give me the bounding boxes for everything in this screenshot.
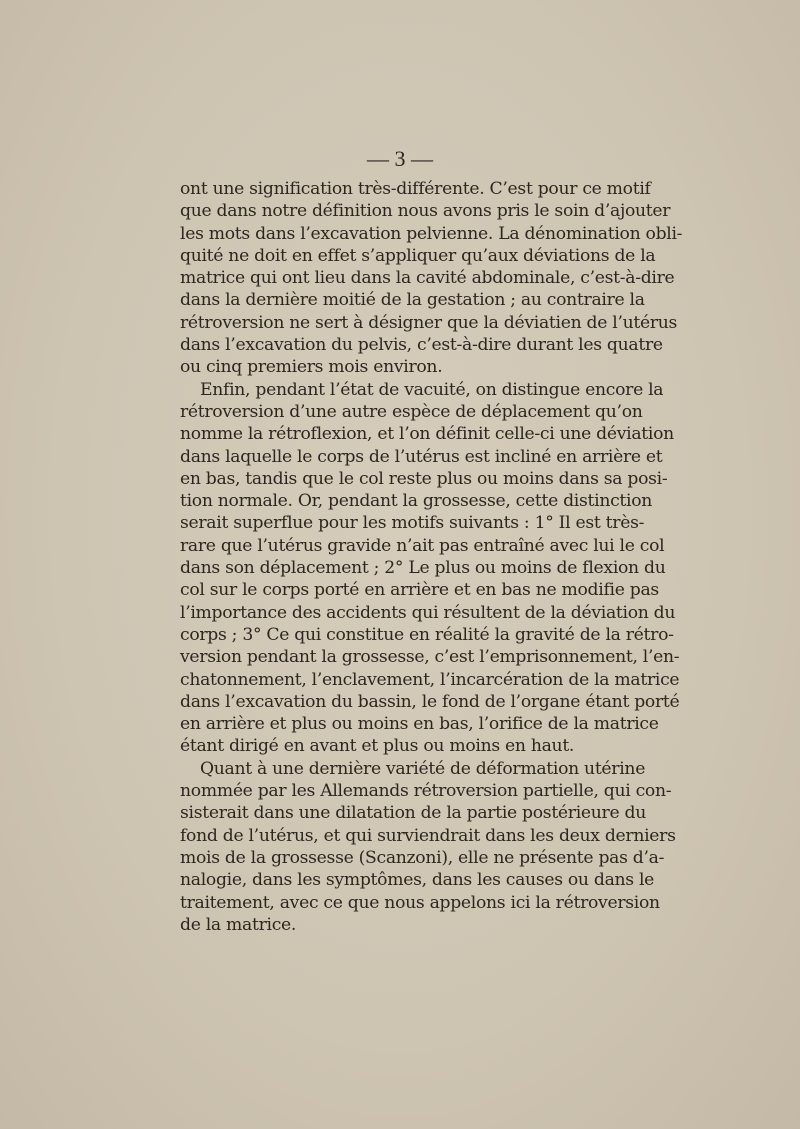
body-text — [180, 178, 683, 936]
text-line: nomme la rétroflexion, et l’on définit celle-ci une déviation — [180, 424, 674, 445]
text-line: col sur le corps porté en arrière et en bas ne modifie pas — [180, 580, 659, 601]
text-line: Enfin, pendant l’état de vacuité, on distingue encore la — [200, 379, 664, 400]
text-line: en arrière et plus ou moins en bas, l’orifice de la matrice — [180, 714, 659, 735]
text-line: Quant à une dernière variété de déformation utérine — [200, 758, 646, 779]
text-line: en bas, tandis que le col reste plus ou moins dans sa posi- — [180, 468, 668, 489]
text-line: tion normale. Or, pendant la grossesse, cette distinction — [180, 491, 653, 512]
text-line: nalogie, dans les symptômes, dans les causes ou dans le — [180, 870, 655, 891]
text-line: version pendant la grossesse, c’est l’emprisonnement, l’en- — [180, 647, 680, 668]
text-line: dans l’excavation du bassin, le fond de l’organe étant porté — [180, 691, 680, 712]
text-line: que dans notre définition nous avons pris le soin d’ajouter — [180, 201, 671, 222]
text-line: de la matrice. — [180, 914, 297, 935]
text-line: fond de l’utérus, et qui surviendrait dans les deux derniers — [180, 825, 676, 846]
text-line: l’importance des accidents qui résultent de la déviation du — [180, 602, 676, 623]
text-line: dans l’excavation du pelvis, c’est-à-dire durant les quatre — [180, 335, 663, 356]
paragraph-2 — [180, 379, 680, 758]
text-line: rétroversion ne sert à désigner que la déviatien de l’utérus — [180, 312, 678, 333]
paragraph-3 — [180, 758, 676, 936]
text-line: nommée par les Allemands rétroversion partielle, qui con- — [180, 781, 672, 802]
text-line: dans laquelle le corps de l’utérus est incliné en arrière et — [180, 446, 663, 467]
text-line: ont une signification très-différente. C’est pour ce motif — [180, 179, 651, 199]
text-line: quité ne doit en effet s’appliquer qu’aux déviations de la — [180, 245, 656, 266]
text-line: étant dirigé en avant et plus ou moins en haut. — [180, 736, 575, 757]
paragraph-1 — [180, 178, 683, 379]
text-line: les mots dans l’excavation pelvienne. La dénomination obli- — [180, 223, 683, 244]
text-line: dans son déplacement ; 2° Le plus ou moins de flexion du — [180, 558, 666, 579]
text-line: rétroversion d’une autre espèce de déplacement qu’on — [180, 401, 643, 422]
text-line: serait superflue pour les motifs suivants : 1° Il est très- — [180, 513, 645, 534]
page-number: — 3 — — [367, 146, 433, 171]
text-line: ou cinq premiers mois environ. — [180, 357, 443, 378]
text-line: rare que l’utérus gravide n’ait pas entraîné avec lui le col — [180, 535, 665, 556]
text-line: mois de la grossesse (Scanzoni), elle ne présente pas d’a- — [180, 847, 665, 868]
text-line: traitement, avec ce que nous appelons ici la rétroversion — [180, 892, 660, 913]
text-line: chatonnement, l’enclavement, l’incarcération de la matrice — [180, 669, 680, 690]
text-line: corps ; 3° Ce qui constitue en réalité la gravité de la rétro- — [180, 624, 674, 645]
text-line: sisterait dans une dilatation de la partie postérieure du — [180, 803, 646, 824]
text-line: matrice qui ont lieu dans la cavité abdominale, c’est-à-dire — [180, 268, 675, 289]
text-line: dans la dernière moitié de la gestation ; au contraire la — [180, 290, 645, 311]
